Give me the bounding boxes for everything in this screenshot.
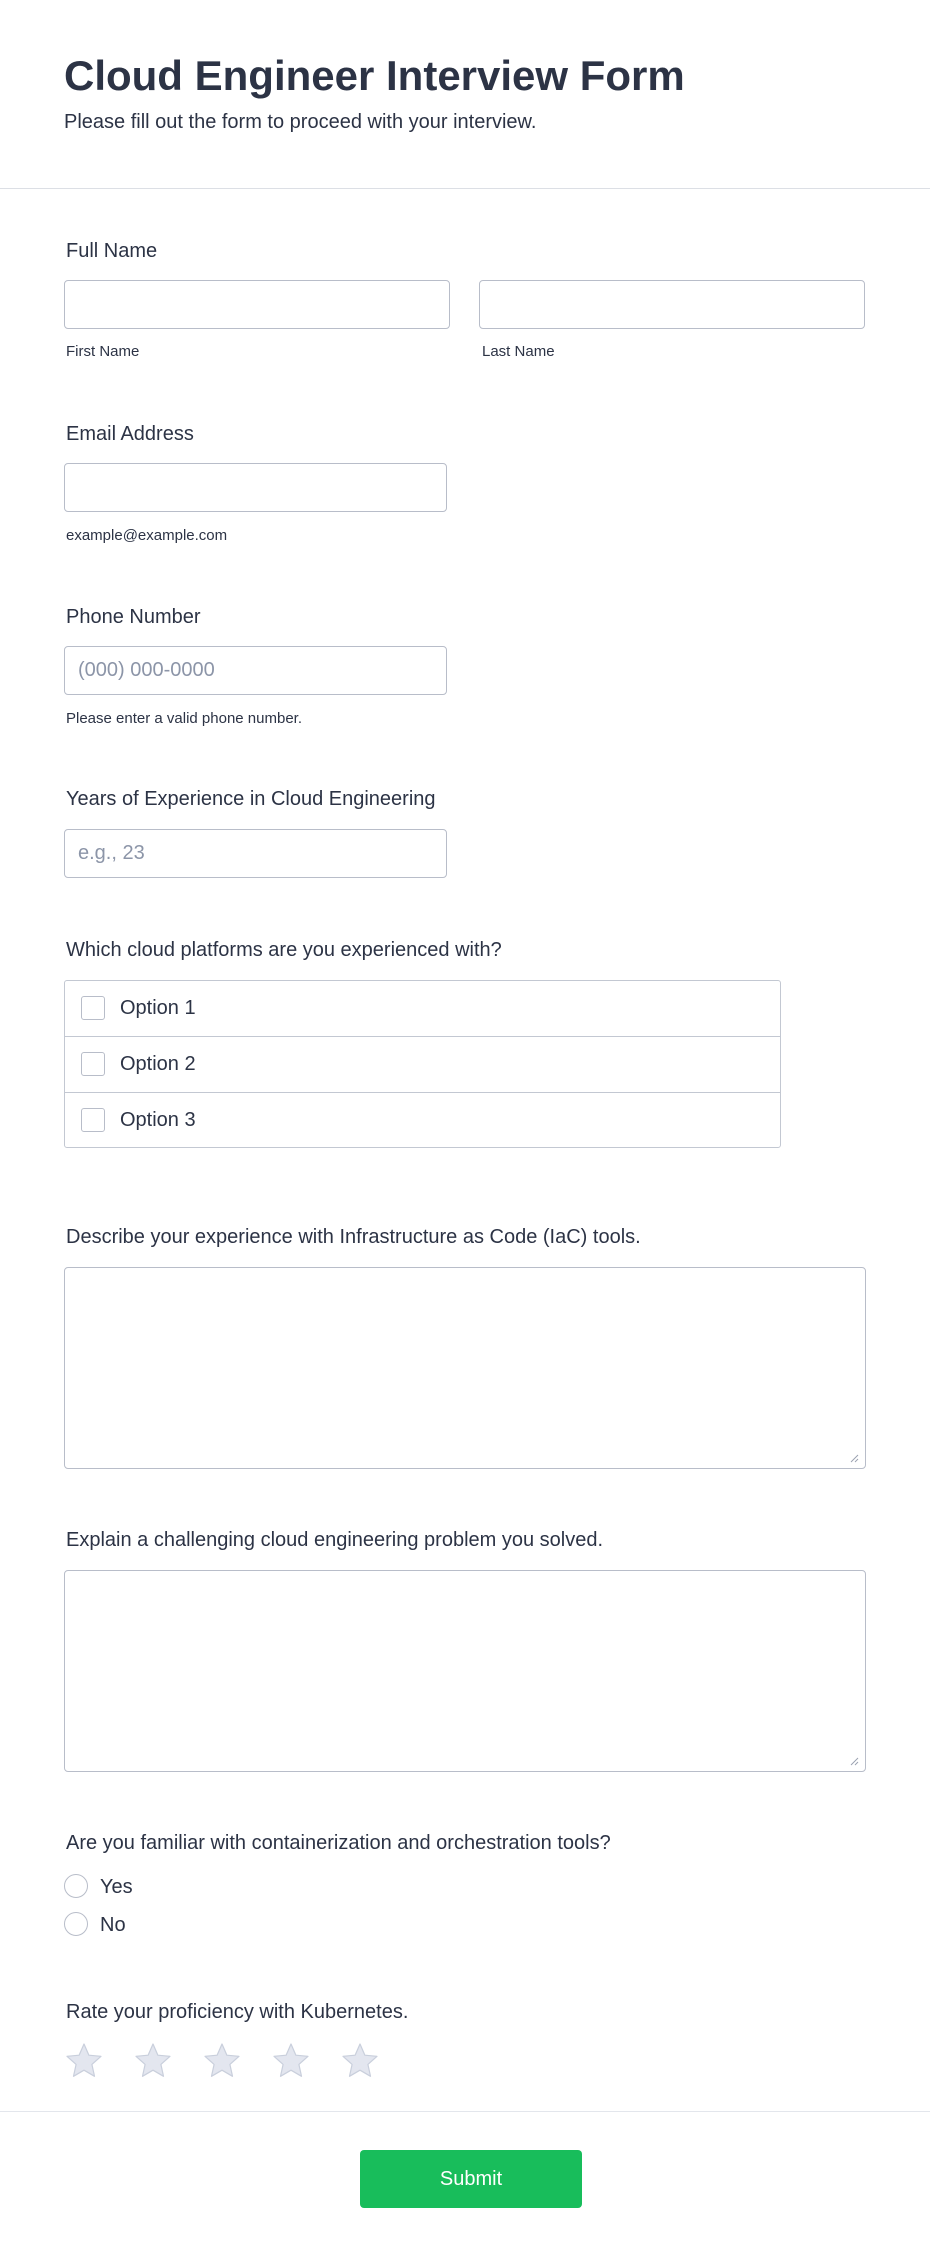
phone-sublabel: Please enter a valid phone number.: [66, 710, 302, 727]
containers-label: Are you familiar with containerization and orchestration tools?: [66, 1832, 611, 1854]
platform-option-1[interactable]: [65, 981, 780, 1037]
iac-textarea[interactable]: [64, 1267, 866, 1469]
iac-label: Describe your experience with Infrastructure as Code (IaC) tools.: [66, 1226, 641, 1248]
phone-input[interactable]: [64, 646, 447, 695]
phone-label: Phone Number: [66, 606, 201, 628]
star-icon[interactable]: [133, 2041, 173, 2081]
radio-button[interactable]: [64, 1874, 88, 1898]
full-name-label: Full Name: [66, 240, 158, 262]
option-label: Option 1: [120, 997, 196, 1019]
radio-label: Yes: [100, 1876, 133, 1898]
radio-option-no[interactable]: [64, 1911, 264, 1939]
checkbox[interactable]: [81, 1108, 105, 1132]
experience-label: Years of Experience in Cloud Engineering: [66, 788, 436, 810]
form-header: [0, 0, 930, 189]
option-label: Option 3: [120, 1109, 196, 1131]
radio-option-yes[interactable]: [64, 1873, 264, 1901]
platform-option-3[interactable]: [65, 1092, 780, 1149]
resize-grip-icon[interactable]: [849, 1756, 859, 1766]
last-name-input[interactable]: [479, 280, 865, 329]
first-name-sublabel: First Name: [66, 343, 140, 360]
platforms-checklist: [64, 980, 781, 1148]
experience-input[interactable]: [64, 829, 447, 878]
last-name-sublabel: Last Name: [482, 343, 555, 360]
problem-label: Explain a challenging cloud engineering problem you solved.: [66, 1529, 604, 1551]
star-icon[interactable]: [271, 2041, 311, 2081]
radio-button[interactable]: [64, 1912, 88, 1936]
checkbox[interactable]: [81, 1052, 105, 1076]
platforms-label: Which cloud platforms are you experienced with?: [66, 939, 502, 961]
submit-button[interactable]: Submit: [360, 2150, 582, 2208]
email-input[interactable]: [64, 463, 447, 512]
kubernetes-label: Rate your proficiency with Kubernetes.: [66, 2001, 409, 2023]
platform-option-2[interactable]: [65, 1036, 780, 1093]
form-subtitle: Please fill out the form to proceed with your interview.: [64, 111, 537, 133]
option-label: Option 2: [120, 1053, 196, 1075]
email-sublabel: example@example.com: [66, 527, 228, 544]
problem-textarea[interactable]: [64, 1570, 866, 1772]
resize-grip-icon[interactable]: [849, 1453, 859, 1463]
email-label: Email Address: [66, 423, 194, 445]
star-icon[interactable]: [64, 2041, 104, 2081]
star-icon[interactable]: [340, 2041, 380, 2081]
first-name-input[interactable]: [64, 280, 450, 329]
radio-label: No: [100, 1914, 126, 1936]
checkbox[interactable]: [81, 996, 105, 1020]
form-title: Cloud Engineer Interview Form: [64, 52, 685, 99]
star-icon[interactable]: [202, 2041, 242, 2081]
footer-divider: [0, 2111, 930, 2112]
